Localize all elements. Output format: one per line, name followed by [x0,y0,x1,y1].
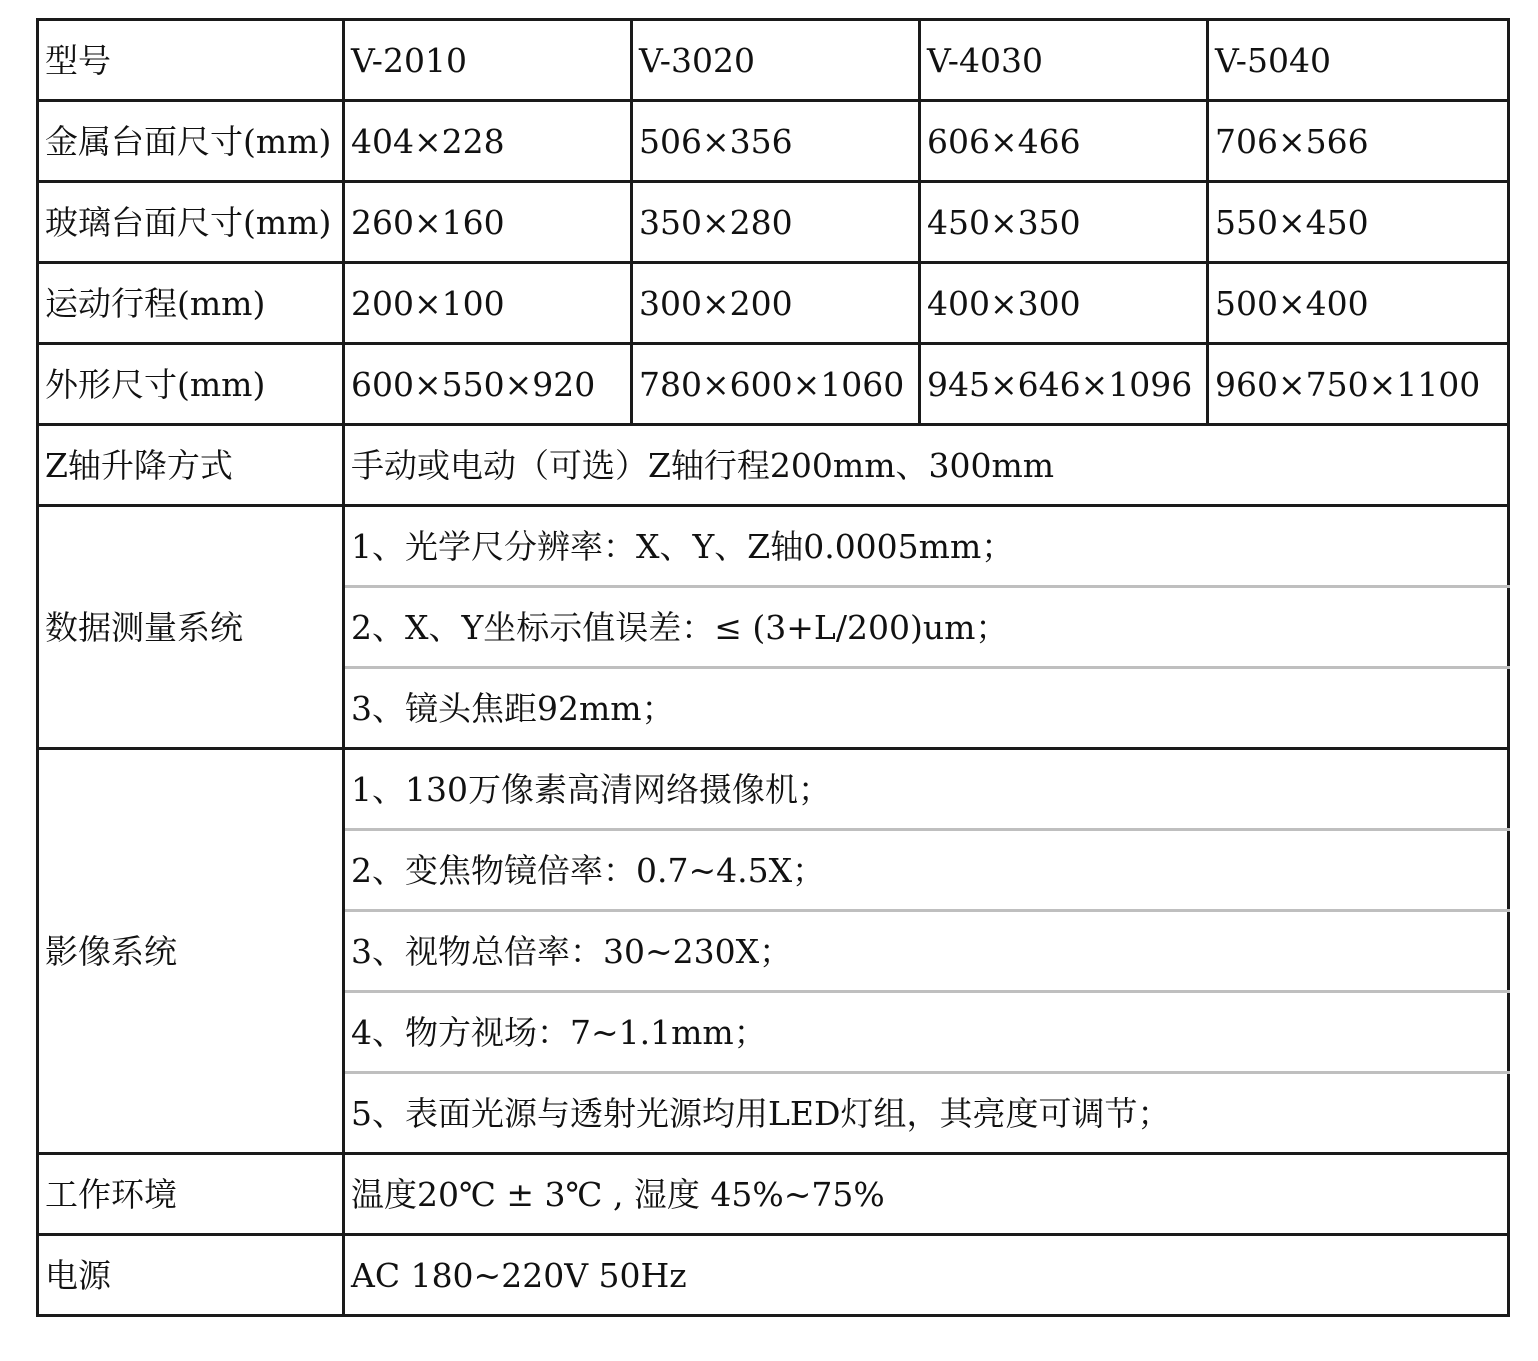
table-cell: 450×350 [920,182,1208,263]
table-cell: 260×160 [344,182,632,263]
measurement-row [38,506,1509,587]
model-name-v4030: V-4030 [920,20,1208,101]
row-label: 金属台面尺寸(mm) [38,101,344,182]
table-cell: 706×566 [1208,101,1509,182]
environment-row [38,1154,1509,1235]
row-label: 外形尺寸(mm) [38,344,344,425]
model-name-v3020: V-3020 [632,20,920,101]
table-cell: 960×750×1100 [1208,344,1509,425]
imaging-item: 1、130万像素高清网络摄像机； [344,749,1509,830]
table-cell: 400×300 [920,263,1208,344]
imaging-item: 5、表面光源与透射光源均用LED灯组，其亮度可调节； [344,1073,1509,1154]
table-cell: 200×100 [344,263,632,344]
table-cell: 780×600×1060 [632,344,920,425]
table-cell: 550×450 [1208,182,1509,263]
power-row [38,1235,1509,1316]
travel-row [38,263,1509,344]
row-label: 影像系统 [38,749,344,1154]
environment-value: 温度20℃ ± 3℃ , 湿度 45%~75% [344,1154,1509,1235]
measurement-item: 2、X、Y坐标示值误差：≤ (3+L/200)um； [344,587,1509,668]
row-label: 运动行程(mm) [38,263,344,344]
overall-dimensions-row [38,344,1509,425]
row-label-model: 型号 [38,20,344,101]
table-cell: 606×466 [920,101,1208,182]
row-label: 数据测量系统 [38,506,344,749]
glass-table-size-row [38,182,1509,263]
row-label: 玻璃台面尺寸(mm) [38,182,344,263]
table-cell: 506×356 [632,101,920,182]
imaging-row [38,749,1509,830]
table-cell: 300×200 [632,263,920,344]
imaging-item: 3、视物总倍率：30~230X； [344,911,1509,992]
metal-table-size-row [38,101,1509,182]
z-axis-row [38,425,1509,506]
row-label: 电源 [38,1235,344,1316]
z-axis-value: 手动或电动（可选）Z轴行程200mm、300mm [344,425,1509,506]
model-row [38,20,1509,101]
table-cell: 404×228 [344,101,632,182]
model-name-v5040: V-5040 [1208,20,1509,101]
row-label: Z轴升降方式 [38,425,344,506]
measurement-item: 1、光学尺分辨率：X、Y、Z轴0.0005mm； [344,506,1509,587]
table-cell: 500×400 [1208,263,1509,344]
spec-table [36,18,1510,1317]
row-label: 工作环境 [38,1154,344,1235]
model-name-v2010: V-2010 [344,20,632,101]
imaging-item: 4、物方视场：7~1.1mm； [344,992,1509,1073]
imaging-item: 2、变焦物镜倍率：0.7~4.5X； [344,830,1509,911]
table-cell: 600×550×920 [344,344,632,425]
table-cell: 350×280 [632,182,920,263]
power-value: AC 180~220V 50Hz [344,1235,1509,1316]
measurement-item: 3、镜头焦距92mm； [344,668,1509,749]
table-cell: 945×646×1096 [920,344,1208,425]
